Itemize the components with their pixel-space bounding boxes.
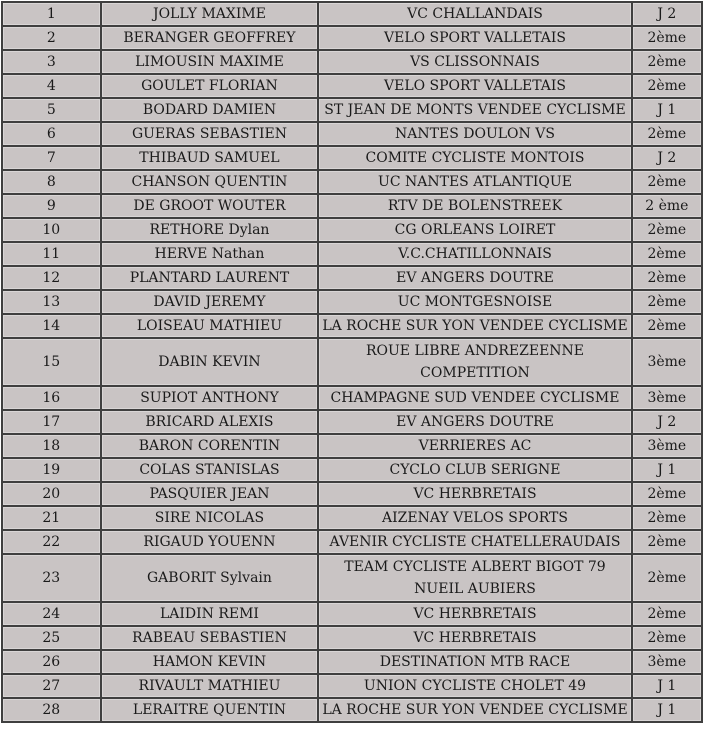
table-row [3,243,701,265]
club-cell: AIZENAY VELOS SPORTS [319,507,630,529]
club-cell: EV ANGERS DOUTRE [319,267,630,289]
table-row [3,411,701,433]
table-row [3,483,701,505]
rank-cell: 18 [3,435,100,457]
category-cell: 2ème [633,291,701,313]
category-cell: 2ème [633,627,701,649]
club-cell: ROUE LIBRE ANDREZEENNE COMPETITION [319,339,630,385]
rank-cell: 12 [3,267,100,289]
table-row [3,675,701,697]
club-cell: TEAM CYCLISTE ALBERT BIGOT 79 NUEIL AUBIERS [319,555,630,601]
table-row [3,315,701,337]
club-cell: ST JEAN DE MONTS VENDEE CYCLISME [319,99,630,121]
category-cell: 2ème [633,603,701,625]
table-row [3,171,701,193]
rider-name-cell: SUPIOT ANTHONY [102,387,318,409]
rider-name-cell: LERAITRE QUENTIN [102,699,318,721]
rank-cell: 23 [3,555,100,601]
rider-name-cell: COLAS STANISLAS [102,459,318,481]
rider-name-cell: DAVID JEREMY [102,291,318,313]
table-row [3,147,701,169]
rank-cell: 10 [3,219,100,241]
table-row [3,603,701,625]
rank-cell: 2 [3,27,100,49]
category-cell: 2 ème [633,195,701,217]
rank-cell: 28 [3,699,100,721]
rank-cell: 27 [3,675,100,697]
club-cell: VELO SPORT VALLETAIS [319,75,630,97]
rank-cell: 8 [3,171,100,193]
category-cell: 2ème [633,267,701,289]
rank-cell: 24 [3,603,100,625]
table-row [3,435,701,457]
rank-cell: 26 [3,651,100,673]
club-cell: CYCLO CLUB SERIGNE [319,459,630,481]
rider-name-cell: DE GROOT WOUTER [102,195,318,217]
rider-name-cell: DABIN KEVIN [102,339,318,385]
club-cell: DESTINATION MTB RACE [319,651,630,673]
category-cell: J 2 [633,3,701,25]
rank-cell: 5 [3,99,100,121]
table-row [3,3,701,25]
club-cell: VC HERBRETAIS [319,483,630,505]
category-cell: J 1 [633,459,701,481]
table-row [3,75,701,97]
rank-cell: 4 [3,75,100,97]
table-row [3,627,701,649]
club-cell: EV ANGERS DOUTRE [319,411,630,433]
club-cell: AVENIR CYCLISTE CHATELLERAUDAIS [319,531,630,553]
rank-cell: 3 [3,51,100,73]
rider-name-cell: BRICARD ALEXIS [102,411,318,433]
rank-cell: 25 [3,627,100,649]
club-cell: UC MONTGESNOISE [319,291,630,313]
club-cell: UC NANTES ATLANTIQUE [319,171,630,193]
rider-name-cell: HAMON KEVIN [102,651,318,673]
club-cell: V.C.CHATILLONNAIS [319,243,630,265]
category-cell: 2ème [633,243,701,265]
club-cell: CHAMPAGNE SUD VENDEE CYCLISME [319,387,630,409]
category-cell: J 1 [633,699,701,721]
rank-cell: 14 [3,315,100,337]
rank-cell: 11 [3,243,100,265]
table-row [3,339,701,385]
rider-name-cell: PLANTARD LAURENT [102,267,318,289]
rider-name-cell: RABEAU SEBASTIEN [102,627,318,649]
rider-name-cell: PASQUIER JEAN [102,483,318,505]
rider-name-cell: BARON CORENTIN [102,435,318,457]
rider-name-cell: RIVAULT MATHIEU [102,675,318,697]
results-table-body [3,3,701,721]
rank-cell: 16 [3,387,100,409]
category-cell: 2ème [633,315,701,337]
table-row [3,507,701,529]
race-results-table [1,1,703,723]
table-row [3,699,701,721]
club-cell: RTV DE BOLENSTREEK [319,195,630,217]
rank-cell: 19 [3,459,100,481]
category-cell: 3ème [633,651,701,673]
category-cell: 3ème [633,339,701,385]
club-cell: CG ORLEANS LOIRET [319,219,630,241]
table-row [3,651,701,673]
club-cell: COMITE CYCLISTE MONTOIS [319,147,630,169]
rider-name-cell: LIMOUSIN MAXIME [102,51,318,73]
rank-cell: 6 [3,123,100,145]
club-cell: VC HERBRETAIS [319,627,630,649]
table-row [3,99,701,121]
rider-name-cell: RETHORE Dylan [102,219,318,241]
rank-cell: 22 [3,531,100,553]
club-cell: LA ROCHE SUR YON VENDEE CYCLISME [319,699,630,721]
category-cell: J 1 [633,675,701,697]
rank-cell: 7 [3,147,100,169]
category-cell: 2ème [633,27,701,49]
table-row [3,387,701,409]
rider-name-cell: LOISEAU MATHIEU [102,315,318,337]
rider-name-cell: GABORIT Sylvain [102,555,318,601]
results-table-container [1,1,703,723]
rider-name-cell: GUERAS SEBASTIEN [102,123,318,145]
category-cell: 2ème [633,219,701,241]
category-cell: 2ème [633,51,701,73]
rider-name-cell: CHANSON QUENTIN [102,171,318,193]
rider-name-cell: LAIDIN REMI [102,603,318,625]
rank-cell: 1 [3,3,100,25]
club-cell: VC HERBRETAIS [319,603,630,625]
category-cell: J 2 [633,411,701,433]
club-cell: VC CHALLANDAIS [319,3,630,25]
rank-cell: 17 [3,411,100,433]
club-cell: NANTES DOULON VS [319,123,630,145]
table-row [3,459,701,481]
category-cell: 2ème [633,507,701,529]
rider-name-cell: JOLLY MAXIME [102,3,318,25]
table-row [3,195,701,217]
category-cell: 2ème [633,123,701,145]
category-cell: 3ème [633,435,701,457]
table-row [3,27,701,49]
rider-name-cell: SIRE NICOLAS [102,507,318,529]
rank-cell: 21 [3,507,100,529]
table-row [3,555,701,601]
category-cell: 3ème [633,387,701,409]
table-row [3,291,701,313]
table-row [3,531,701,553]
rank-cell: 15 [3,339,100,385]
category-cell: J 2 [633,147,701,169]
rider-name-cell: GOULET FLORIAN [102,75,318,97]
club-cell: VS CLISSONNAIS [319,51,630,73]
rider-name-cell: HERVE Nathan [102,243,318,265]
rank-cell: 9 [3,195,100,217]
category-cell: 2ème [633,171,701,193]
club-cell: VELO SPORT VALLETAIS [319,27,630,49]
club-cell: UNION CYCLISTE CHOLET 49 [319,675,630,697]
club-cell: LA ROCHE SUR YON VENDEE CYCLISME [319,315,630,337]
table-row [3,123,701,145]
category-cell: 2ème [633,555,701,601]
rider-name-cell: BERANGER GEOFFREY [102,27,318,49]
rider-name-cell: RIGAUD YOUENN [102,531,318,553]
category-cell: J 1 [633,99,701,121]
category-cell: 2ème [633,531,701,553]
category-cell: 2ème [633,483,701,505]
table-row [3,51,701,73]
rider-name-cell: BODARD DAMIEN [102,99,318,121]
club-cell: VERRIERES AC [319,435,630,457]
rank-cell: 13 [3,291,100,313]
category-cell: 2ème [633,75,701,97]
table-row [3,219,701,241]
table-row [3,267,701,289]
rider-name-cell: THIBAUD SAMUEL [102,147,318,169]
rank-cell: 20 [3,483,100,505]
